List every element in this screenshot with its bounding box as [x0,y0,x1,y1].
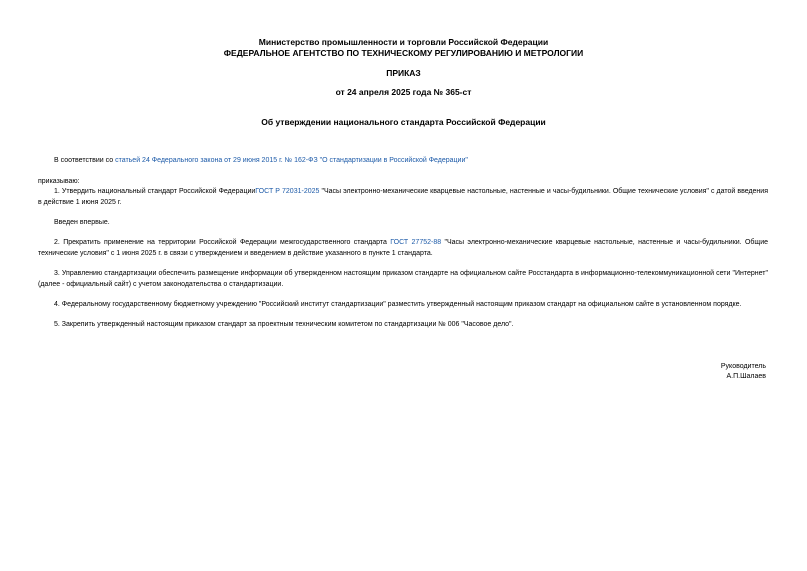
signature-position: Руководитель [720,363,766,370]
signature-name: А.П.Шалаев [726,373,766,380]
preamble [38,156,768,167]
introduced-first-note: Введен впервые. [54,219,110,226]
ministry-name: Министерство промышленности и торговли Российской Федерации [258,37,549,47]
item-2-prefix: 2. Прекратить применение на территории Российской Федерации межгосударственного стандарта [54,239,391,246]
document-date-number: от 24 апреля 2025 года № 365-ст [335,87,472,97]
document-type: ПРИКАЗ [386,68,421,78]
federal-law-link[interactable]: статьей 24 Федерального закона от 29 июня 2015 г. № 162-ФЗ "О стандартизации в Российской Федерации" [115,157,468,164]
item-2-suffix: "Часы электронно-механические кварцевые настольные, настенные и часы-будильники. Общие технические условия" с 1 июня 2025 г. в связи с утверждением и введением в действие указанного в пункте 1 стандарта. [38,239,768,257]
item-2 [38,238,768,259]
gost-27752-link[interactable]: ГОСТ 27752-88 [390,239,442,246]
document-title: Об утверждении национального стандарта Российской Федерации [261,117,546,127]
gost-r-72031-link[interactable]: ГОСТ Р 72031-2025 [255,188,320,195]
preamble-prefix: В соответствии со [54,157,116,164]
order-word: приказываю: [38,178,80,185]
item-5: 5. Закрепить утвержденный настоящим приказом стандарт за проектным техническим комитетом по стандартизации № 006 "Часовое дело". [54,321,514,328]
item-3: 3. Управлению стандартизации обеспечить размещение информации об утвержденном настоящим приказом стандарте на официальном сайте Росстандарта в информационно-телекоммуникационной сети "Интернет" (далее - официальный сайт) с учетом законодательства о стандартизации. [38,270,768,288]
item-1 [38,187,768,208]
item-1-prefix: 1. Утвердить национальный стандарт Российской Федерации [54,188,256,195]
agency-name: ФЕДЕРАЛЬНОЕ АГЕНТСТВО ПО ТЕХНИЧЕСКОМУ РЕГУЛИРОВАНИЮ И МЕТРОЛОГИИ [223,48,584,58]
item-1-suffix: "Часы электронно-механические кварцевые настольные, настенные и часы-будильники. Общие технические условия" с датой введения в действие 1 июня 2025 г. [38,188,768,206]
item-4: 4. Федеральному государственному бюджетному учреждению "Российский институт стандартизации" разместить утвержденный настоящим приказом стандарт на официальном сайте в установленном порядке. [54,301,742,308]
